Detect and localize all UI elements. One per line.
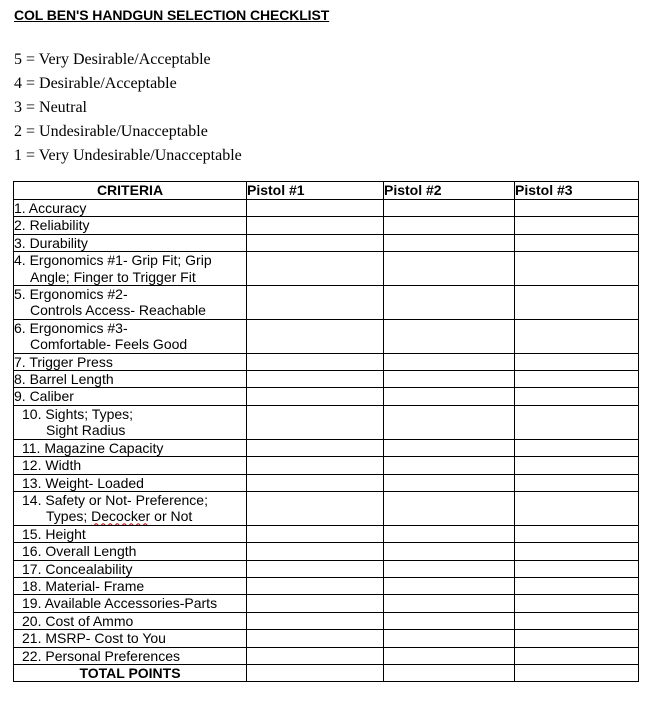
criteria-sights xyxy=(14,405,247,439)
total-cell[interactable] xyxy=(515,664,639,681)
criteria-durability: 3. Durability xyxy=(14,234,247,251)
scale-item-4: 4 = Desirable/Acceptable xyxy=(14,75,177,92)
score-cell[interactable] xyxy=(384,595,515,612)
criteria-caliber: 9. Caliber xyxy=(14,388,247,405)
score-cell[interactable] xyxy=(384,200,515,217)
criteria-concealability: 17. Concealability xyxy=(14,560,247,577)
scale-item-3: 3 = Neutral xyxy=(14,99,87,116)
criteria-accuracy: 1. Accuracy xyxy=(14,200,247,217)
score-cell[interactable] xyxy=(384,560,515,577)
score-cell[interactable] xyxy=(247,217,384,234)
score-cell[interactable] xyxy=(384,577,515,594)
header-pistol-2: Pistol #2 xyxy=(384,182,515,200)
criteria-reliability: 2. Reliability xyxy=(14,217,247,234)
total-points-label: TOTAL POINTS xyxy=(14,664,247,681)
criteria-accessories: 19. Available Accessories-Parts xyxy=(14,595,247,612)
table-row xyxy=(14,457,639,474)
table-row xyxy=(14,388,639,405)
table-row xyxy=(14,200,639,217)
score-cell[interactable] xyxy=(515,353,639,370)
criteria-line xyxy=(22,508,246,524)
criteria-barrel-length: 8. Barrel Length xyxy=(14,371,247,388)
table-row xyxy=(14,286,639,320)
score-cell[interactable] xyxy=(515,457,639,474)
criteria-ergonomics-2 xyxy=(14,286,247,320)
table-row xyxy=(14,371,639,388)
score-cell[interactable] xyxy=(247,234,384,251)
criteria-msrp: 21. MSRP- Cost to You xyxy=(14,630,247,647)
table-row xyxy=(14,353,639,370)
criteria-line-part: or Not xyxy=(150,508,193,525)
score-cell[interactable] xyxy=(515,647,639,664)
table-row xyxy=(14,319,639,353)
criteria-line: 5. Ergonomics #2- xyxy=(14,286,128,303)
score-cell[interactable] xyxy=(515,217,639,234)
table-row xyxy=(14,217,639,234)
score-cell[interactable] xyxy=(247,319,384,353)
header-pistol-3: Pistol #3 xyxy=(515,182,639,200)
table-row xyxy=(14,439,639,456)
table-row xyxy=(14,234,639,251)
score-cell[interactable] xyxy=(247,595,384,612)
table-row xyxy=(14,474,639,491)
score-cell[interactable] xyxy=(247,474,384,491)
table-row xyxy=(14,647,639,664)
score-cell[interactable] xyxy=(247,630,384,647)
header-row xyxy=(14,182,639,200)
score-cell[interactable] xyxy=(515,234,639,251)
criteria-safety xyxy=(14,491,247,525)
score-cell[interactable] xyxy=(515,595,639,612)
criteria-height: 15. Height xyxy=(14,525,247,542)
criteria-material-frame: 18. Material- Frame xyxy=(14,577,247,594)
score-cell[interactable] xyxy=(515,388,639,405)
criteria-line: 4. Ergonomics #1- Grip Fit; Grip xyxy=(14,252,212,269)
score-cell[interactable] xyxy=(384,647,515,664)
score-cell[interactable] xyxy=(384,252,515,286)
score-cell[interactable] xyxy=(384,405,515,439)
criteria-line-part: Types; xyxy=(46,508,92,525)
total-cell[interactable] xyxy=(247,664,384,681)
score-cell[interactable] xyxy=(384,525,515,542)
criteria-line: 10. Sights; Types; xyxy=(22,405,134,422)
score-cell[interactable] xyxy=(515,560,639,577)
page-title: COL BEN'S HANDGUN SELECTION CHECKLIST xyxy=(14,7,330,23)
score-cell[interactable] xyxy=(384,543,515,560)
score-cell[interactable] xyxy=(384,388,515,405)
score-cell[interactable] xyxy=(247,371,384,388)
score-cell[interactable] xyxy=(515,252,639,286)
criteria-line: 6. Ergonomics #3- xyxy=(14,319,128,336)
score-cell[interactable] xyxy=(515,371,639,388)
criteria-overall-length: 16. Overall Length xyxy=(14,543,247,560)
table-row xyxy=(14,630,639,647)
criteria-ergonomics-3 xyxy=(14,319,247,353)
score-cell[interactable] xyxy=(247,388,384,405)
score-cell[interactable] xyxy=(384,234,515,251)
table-row xyxy=(14,491,639,525)
header-pistol-1: Pistol #1 xyxy=(247,182,384,200)
score-cell[interactable] xyxy=(384,491,515,525)
criteria-line: Comfortable- Feels Good xyxy=(30,336,188,353)
table-row xyxy=(14,252,639,286)
criteria-width: 12. Width xyxy=(14,457,247,474)
score-cell[interactable] xyxy=(247,405,384,439)
criteria-line: Sight Radius xyxy=(46,422,126,439)
score-cell[interactable] xyxy=(247,200,384,217)
table-row xyxy=(14,612,639,629)
table-row xyxy=(14,560,639,577)
scale-item-2: 2 = Undesirable/Unacceptable xyxy=(14,123,208,140)
criteria-line: Controls Access- Reachable xyxy=(30,302,206,319)
criteria-personal-preferences: 22. Personal Preferences xyxy=(14,647,247,664)
score-cell[interactable] xyxy=(247,560,384,577)
criteria-magazine-capacity: 11. Magazine Capacity xyxy=(14,439,247,456)
rating-scale xyxy=(14,48,242,168)
criteria-trigger-press: 7. Trigger Press xyxy=(14,353,247,370)
score-cell[interactable] xyxy=(384,612,515,629)
score-cell[interactable] xyxy=(515,319,639,353)
score-cell[interactable] xyxy=(515,439,639,456)
score-cell[interactable] xyxy=(515,405,639,439)
score-cell[interactable] xyxy=(515,543,639,560)
score-cell[interactable] xyxy=(384,286,515,320)
table-row xyxy=(14,543,639,560)
score-cell[interactable] xyxy=(247,353,384,370)
score-cell[interactable] xyxy=(515,577,639,594)
score-cell[interactable] xyxy=(384,630,515,647)
score-cell[interactable] xyxy=(247,439,384,456)
table-row xyxy=(14,577,639,594)
header-criteria: CRITERIA xyxy=(14,182,247,200)
criteria-ergonomics-1 xyxy=(14,252,247,286)
criteria-line: 14. Safety or Not- Preference; xyxy=(22,491,208,508)
score-cell[interactable] xyxy=(247,612,384,629)
score-cell[interactable] xyxy=(384,217,515,234)
criteria-line: Angle; Finger to Trigger Fit xyxy=(30,268,196,285)
criteria-cost-of-ammo: 20. Cost of Ammo xyxy=(14,612,247,629)
score-cell[interactable] xyxy=(247,457,384,474)
scale-item-5: 5 = Very Desirable/Acceptable xyxy=(14,51,211,68)
score-cell[interactable] xyxy=(384,353,515,370)
checklist-table xyxy=(13,181,639,682)
score-cell[interactable] xyxy=(247,491,384,525)
criteria-weight: 13. Weight- Loaded xyxy=(14,474,247,491)
table-row xyxy=(14,525,639,542)
score-cell[interactable] xyxy=(247,543,384,560)
score-cell[interactable] xyxy=(384,474,515,491)
total-row xyxy=(14,664,639,681)
score-cell[interactable] xyxy=(384,319,515,353)
score-cell[interactable] xyxy=(247,252,384,286)
score-cell[interactable] xyxy=(515,630,639,647)
scale-item-1: 1 = Very Undesirable/Unacceptable xyxy=(14,147,242,164)
score-cell[interactable] xyxy=(384,457,515,474)
score-cell[interactable] xyxy=(515,612,639,629)
score-cell[interactable] xyxy=(247,577,384,594)
table-row xyxy=(14,405,639,439)
total-cell[interactable] xyxy=(384,664,515,681)
score-cell[interactable] xyxy=(515,200,639,217)
score-cell[interactable] xyxy=(247,286,384,320)
score-cell[interactable] xyxy=(384,371,515,388)
score-cell[interactable] xyxy=(247,647,384,664)
score-cell[interactable] xyxy=(515,491,639,525)
score-cell[interactable] xyxy=(515,286,639,320)
score-cell[interactable] xyxy=(247,525,384,542)
score-cell[interactable] xyxy=(384,439,515,456)
table-row xyxy=(14,595,639,612)
score-cell[interactable] xyxy=(515,525,639,542)
spellcheck-word: Decocker xyxy=(91,508,151,525)
score-cell[interactable] xyxy=(515,474,639,491)
